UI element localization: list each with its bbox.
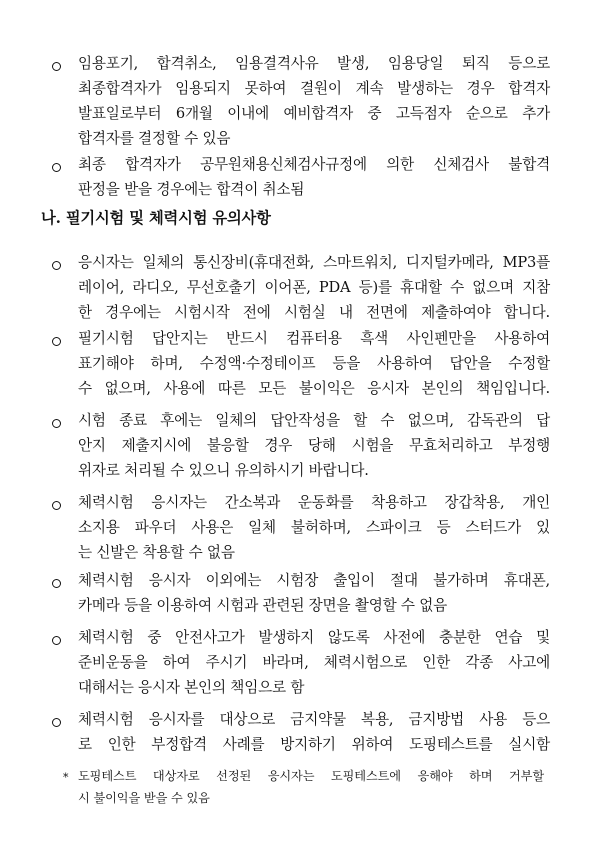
text-line: 위자로 처리될 수 있으니 유의하시기 바랍니다. <box>78 462 369 479</box>
text-line: 한 경우에는 시험시작 전에 시험실 내 전면에 제출하여야 합니다. <box>78 304 550 321</box>
text-line: 체력시험 응시자는 간소복과 운동화를 착용하고 장갑착용, 개인 <box>78 494 550 511</box>
text-line: 안지 제출지시에 불응할 경우 당해 시험을 무효처리하고 부정행 <box>78 437 550 454</box>
circle-bullet-icon <box>52 501 61 510</box>
text-line: 체력시험 응시자 이외에는 시험장 출입이 절대 불가하며 휴대폰, <box>78 572 550 589</box>
text-line: 는 신발은 착용할 수 없음 <box>78 544 235 561</box>
text-line: 시험 종료 후에는 일체의 답안작성을 할 수 없으며, 감독관의 답 <box>78 412 550 429</box>
circle-bullet-icon <box>52 163 61 172</box>
text-line: 임용포기, 합격취소, 임용결격사유 발생, 임용당일 퇴직 등으로 <box>78 55 550 72</box>
section-heading: 나. 필기시험 및 체력시험 유의사항 <box>41 209 271 227</box>
text-line: 카메라 등을 이용하여 시험과 관련된 장면을 촬영할 수 없음 <box>78 597 448 614</box>
text-line: 체력시험 중 안전사고가 발생하지 않도록 사전에 충분한 연습 및 <box>78 629 550 646</box>
circle-bullet-icon <box>52 419 61 428</box>
text-line: 최종 합격자가 공무원채용신체검사규정에 의한 신체검사 불합격 <box>78 156 550 173</box>
text-line: 판정을 받을 경우에는 합격이 취소됨 <box>78 181 305 198</box>
text-line: 대해서는 응시자 본인의 책임으로 함 <box>78 679 305 696</box>
circle-bullet-icon <box>52 337 61 346</box>
circle-bullet-icon <box>52 62 61 71</box>
text-line: 준비운동을 하여 주시기 바라며, 체력시험으로 인한 각종 사고에 <box>78 654 550 671</box>
circle-bullet-icon <box>52 718 61 727</box>
text-line: 레이어, 라디오, 무선호출기 이어폰, PDA 등)를 휴대할 수 없으며 지참 <box>78 279 550 296</box>
footnote-line: 도핑테스트 대상자로 선정된 응시자는 도핑테스트에 응해야 하며 거부할 <box>78 769 544 783</box>
circle-bullet-icon <box>52 261 61 270</box>
text-line: 합격자를 결정할 수 있음 <box>78 130 231 147</box>
text-line: 최종합격자가 임용되지 못하여 결원이 계속 발생하는 경우 합격자 <box>78 80 550 97</box>
text-line: 수 없으며, 사용에 따른 모든 불이익은 응시자 본인의 책임입니다. <box>78 380 550 397</box>
asterisk-mark: * <box>63 771 69 784</box>
footnote-line: 시 불이익을 받을 수 있음 <box>78 791 210 805</box>
text-line: 표기해야 하며, 수정액·수정테이프 등을 사용하여 답안을 수정할 <box>78 355 550 372</box>
circle-bullet-icon <box>52 579 61 588</box>
text-line: 응시자는 일체의 통신장비(휴대전화, 스마트워치, 디지털카메라, MP3플 <box>78 254 550 271</box>
text-line: 소지용 파우더 사용은 일체 불허하며, 스파이크 등 스터드가 있 <box>78 519 550 536</box>
text-line: 체력시험 응시자를 대상으로 금지약물 복용, 금지방법 사용 등으 <box>78 711 550 728</box>
circle-bullet-icon <box>52 636 61 645</box>
text-line: 발표일로부터 6개월 이내에 예비합격자 중 고득점자 순으로 추가 <box>78 105 550 122</box>
text-line: 필기시험 답안지는 반드시 컴퓨터용 흑색 사인펜만을 사용하여 <box>78 330 550 347</box>
text-line: 로 인한 부정합격 사례를 방지하기 위하여 도핑테스트를 실시함 <box>78 736 550 753</box>
